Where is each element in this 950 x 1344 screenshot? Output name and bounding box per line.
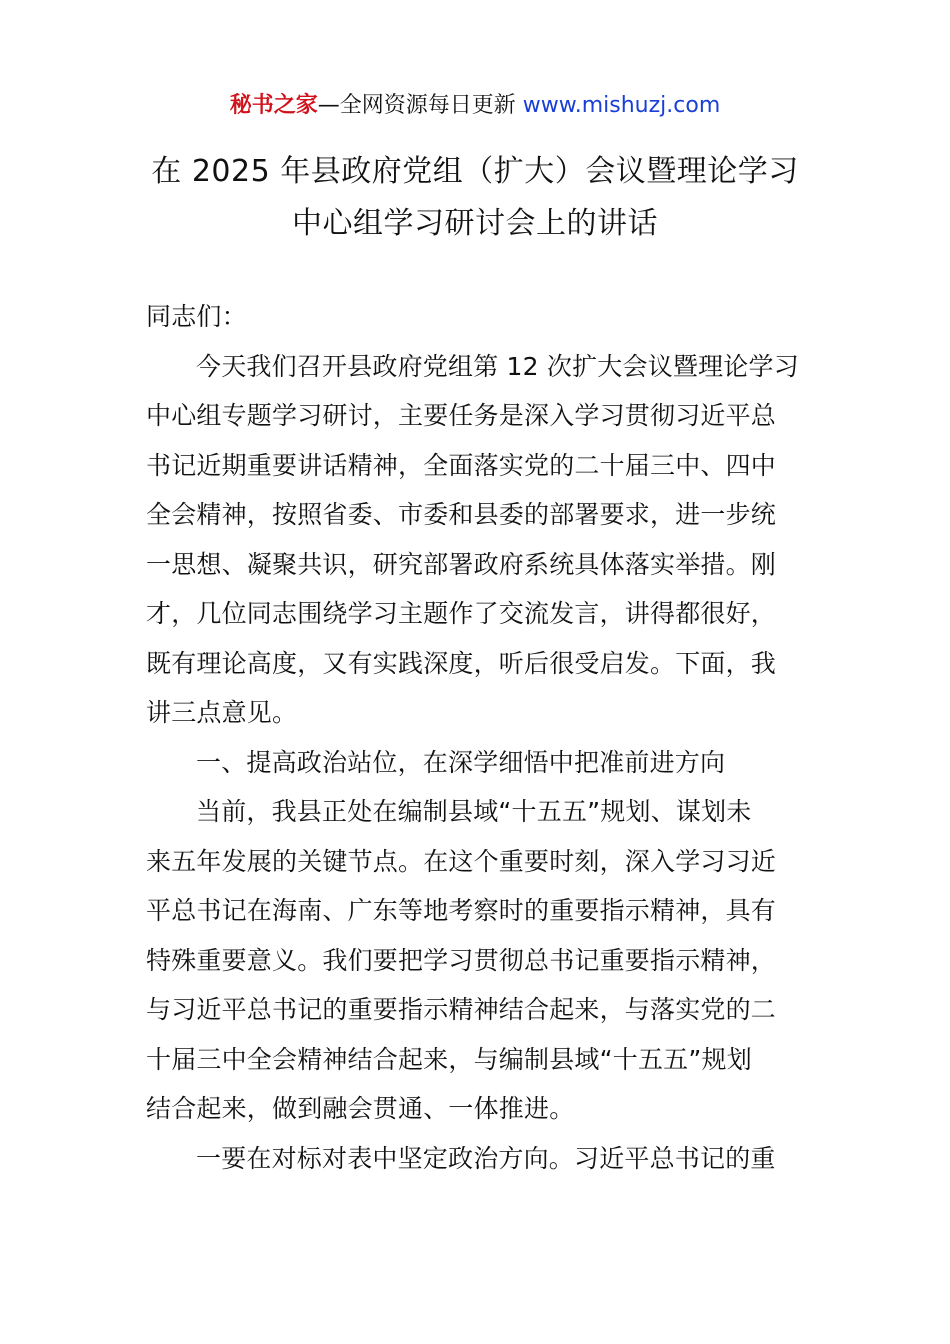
- paragraph-line: 才，几位同志围绕学习主题作了交流发言，讲得都很好，: [146, 599, 777, 628]
- site-banner: [0, 86, 950, 126]
- paragraph-line: 平总书记在海南、广东等地考察时的重要指示精神，具有: [146, 896, 777, 925]
- paragraph-line: 当前，我县正处在编制县域“十五五”规划、谋划未: [196, 797, 752, 826]
- paragraph-line: 中心组专题学习研讨，主要任务是深入学习贯彻习近平总: [146, 401, 777, 430]
- paragraph-line: 来五年发展的关键节点。在这个重要时刻，深入学习习近: [146, 846, 777, 876]
- title-line-1: 在 2025 年县政府党组（扩大）会议暨理论学习: [151, 154, 799, 189]
- paragraph-line: 十届三中全会精神结合起来，与编制县域“十五五”规划: [146, 1044, 752, 1074]
- section-heading: 一、提高政治站位，在深学细悟中把准前进方向: [196, 747, 726, 777]
- site-url-link[interactable]: www.mishuzj.com: [522, 93, 721, 118]
- paragraph-line: 特殊重要意义。我们要把学习贯彻总书记重要指示精神，: [146, 945, 777, 975]
- paragraph-line: 今天我们召开县政府党组第 12 次扩大会议暨理论学习: [196, 351, 799, 381]
- banner-tagline: —全网资源每日更新: [317, 93, 523, 118]
- document-body: [146, 292, 816, 1183]
- paragraph-line: 全会精神，按照省委、市委和县委的部署要求，进一步统: [146, 500, 777, 529]
- paragraph-line: 一要在对标对表中坚定政治方向。习近平总书记的重: [196, 1143, 776, 1173]
- document-title: [100, 146, 850, 250]
- paragraph-line: 书记近期重要讲话精神，全面落实党的二十届三中、四中: [146, 450, 777, 480]
- paragraph-line: 一思想、凝聚共识，研究部署政府系统具体落实举措。刚: [146, 549, 777, 579]
- paragraph-line: 与习近平总书记的重要指示精神结合起来，与落实党的二: [146, 995, 777, 1024]
- title-line-2: 中心组学习研讨会上的讲话: [292, 206, 658, 241]
- brand-name: 秘书之家: [229, 93, 318, 118]
- paragraph-line: 讲三点意见。: [146, 698, 298, 727]
- paragraph-line: 既有理论高度，又有实践深度，听后很受启发。下面，我: [146, 648, 777, 678]
- salutation: 同志们：: [146, 302, 247, 331]
- paragraph-line: 结合起来，做到融会贯通、一体推进。: [146, 1094, 575, 1123]
